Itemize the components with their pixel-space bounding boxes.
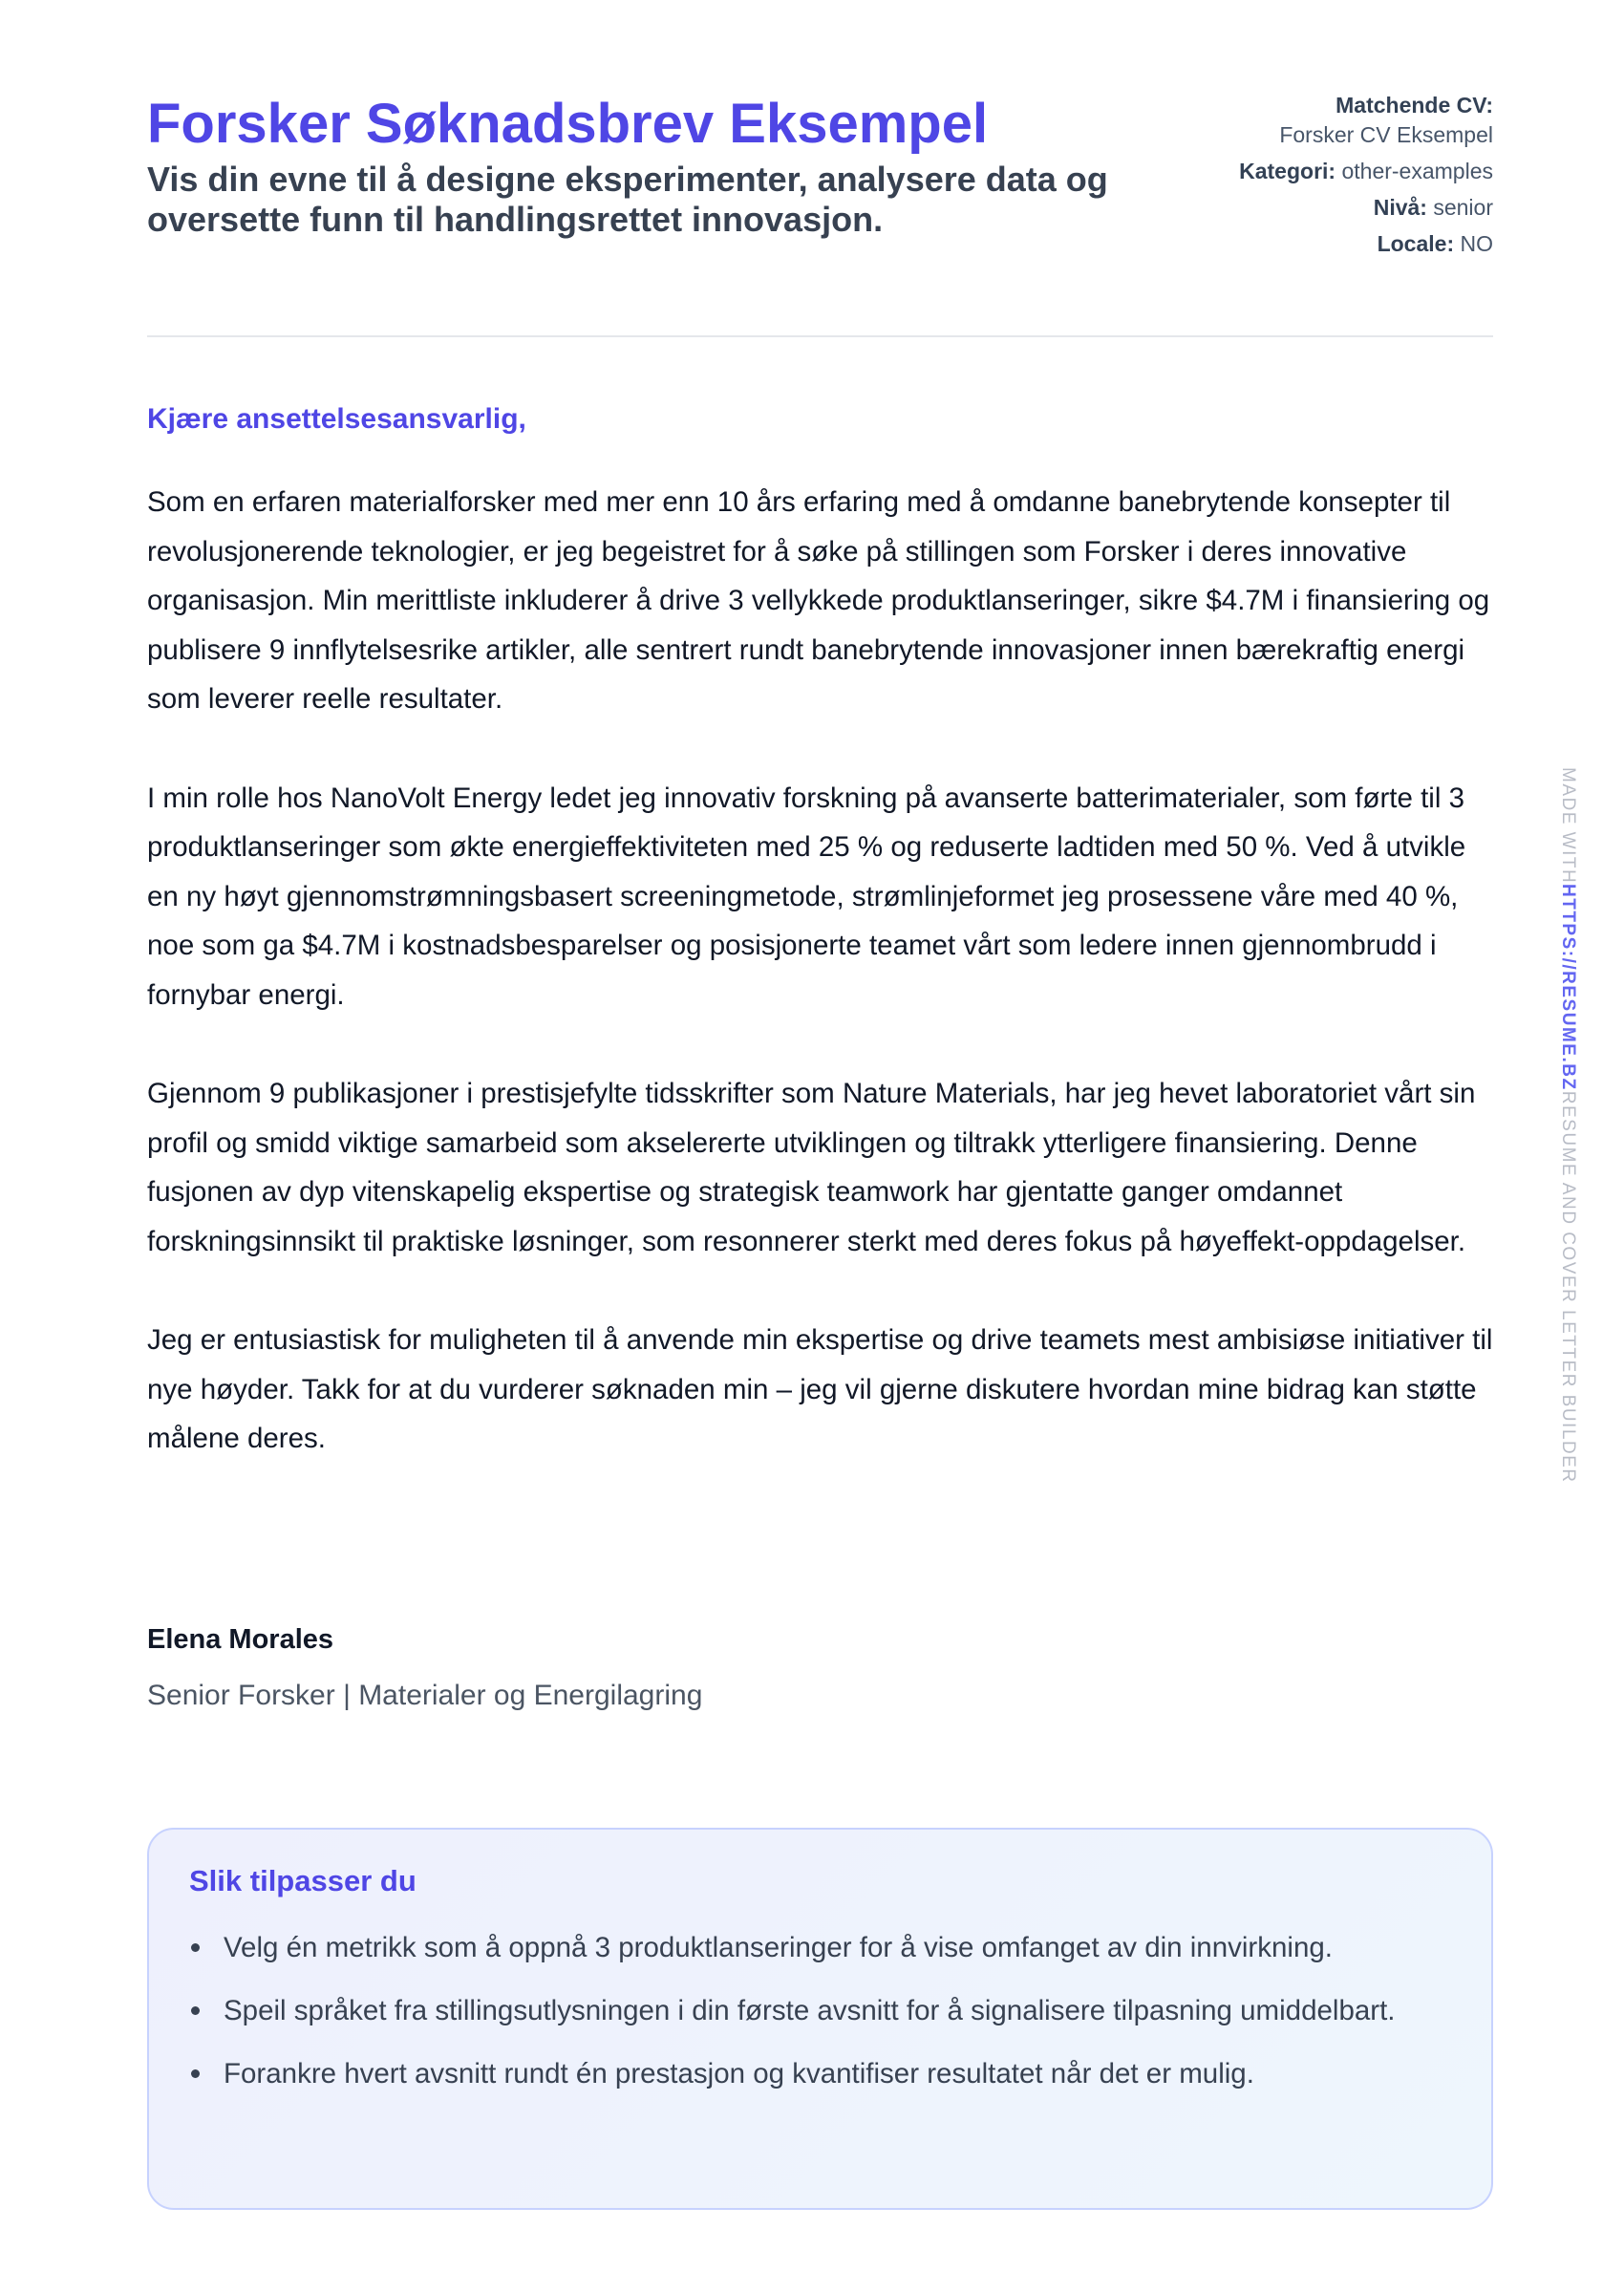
meta-cv <box>1207 91 1493 150</box>
tips-box <box>147 1828 1493 2210</box>
meta-locale <box>1207 229 1493 259</box>
tip-item <box>189 2049 1451 2099</box>
tip-text: Forankre hvert avsnitt rundt én prestasjon og kvantifiser resultatet når det er mulig. <box>224 2058 1254 2089</box>
meta-category-label: Kategori: <box>1239 159 1336 183</box>
meta-level <box>1207 193 1493 223</box>
bullet-icon <box>191 2069 200 2078</box>
tip-text: Velg én metrikk som å oppnå 3 produktlanseringer for å vise omfanget av din innvirkning. <box>224 1932 1333 1963</box>
signature-name: Elena Morales <box>147 1624 334 1655</box>
signature-title: Senior Forsker | Materialer og Energilagring <box>147 1680 703 1711</box>
page-header <box>147 91 1493 337</box>
watermark <box>1557 767 1578 1484</box>
page-subtitle: Vis din evne til å designe eksperimenter, analysere data og oversette funn til handlingsrettet innovasjon. <box>147 160 1108 239</box>
watermark-link[interactable]: HTTPS://RESUME.BZ <box>1558 884 1578 1091</box>
meta-cv-value[interactable]: Forsker CV Eksempel <box>1279 122 1493 147</box>
letter-paragraph: Jeg er entusiastisk for muligheten til å anvende min ekspertise og drive teamets mest ambisiøse initiativer til nye høyder. Takk for at du vurderer søknaden min – jeg vil gjerne diskutere hvordan mine bidrag kan støtte målene deres. <box>147 1324 1493 1454</box>
tip-item <box>189 1923 1451 1973</box>
meta-category <box>1207 157 1493 186</box>
meta-level-label: Nivå: <box>1373 195 1427 220</box>
tip-text: Speil språket fra stillingsutlysningen i din første avsnitt for å signalisere tilpasning umiddelbart. <box>224 1995 1396 2026</box>
watermark-prefix: MADE WITH <box>1558 767 1578 885</box>
meta-locale-value: NO <box>1460 231 1493 256</box>
letter-paragraph: Gjennom 9 publikasjoner i prestisjefylte tidsskrifter som Nature Materials, har jeg hevet laboratoriet vårt sin profil og smidd viktige samarbeid som akselererte utviklingen og tiltrakk ytterligere finansiering. Denne fusjonen av dyp vitenskapelig ekspertise og strategisk teamwork har gjentatte ganger omdannet forskningsinnsikt til praktiske løsninger, som resonnerer sterkt med deres fokus på høyeffekt-oppdagelser. <box>147 1078 1476 1257</box>
letter-body <box>147 478 1499 1513</box>
tips-title: Slik tilpasser du <box>189 1864 417 1897</box>
meta-locale-label: Locale: <box>1377 231 1455 256</box>
letter-paragraph: Som en erfaren materialforsker med mer enn 10 års erfaring med å omdanne banebrytende konsepter til revolusjonerende teknologier, er jeg begeistret for å søke på stillingen som Forsker i deres innovative organisasjon. Min merittliste inkluderer å drive 3 vellykkede produktlanseringer, sikre $4.7M i finansiering og publisere 9 innflytelsesrike artikler, alle sentrert rundt banebrytende innovasjoner innen bærekraftig energi som leverer reelle resultater. <box>147 486 1490 715</box>
letter-paragraph: I min rolle hos NanoVolt Energy ledet jeg innovativ forskning på avanserte batterimaterialer, som førte til 3 produktlanseringer som økte energieffektiviteten med 25 % og reduserte ladtiden med 50 %. Ved å utvikle en ny høyt gjennomstrømningsbasert screeningmetode, strømlinjeformet jeg prosessene våre med 40 %, noe som ga $4.7M i kostnadsbesparelser og posisjonerte teamet vårt som ledere innen gjennombrudd i fornybar energi. <box>147 782 1466 1011</box>
page-title: Forsker Søknadsbrev Eksempel <box>147 93 989 155</box>
meta-level-value: senior <box>1433 195 1493 220</box>
meta-info <box>1207 91 1493 266</box>
tip-item <box>189 1986 1451 2036</box>
meta-cv-label: Matchende CV: <box>1336 93 1493 118</box>
bullet-icon <box>191 1943 200 1952</box>
watermark-suffix: RESUME AND COVER LETTER BUILDER <box>1558 1090 1578 1484</box>
bullet-icon <box>191 2006 200 2015</box>
letter-greeting: Kjære ansettelsesansvarlig, <box>147 403 526 435</box>
meta-category-value: other-examples <box>1341 159 1493 183</box>
tips-list <box>189 1923 1451 2099</box>
